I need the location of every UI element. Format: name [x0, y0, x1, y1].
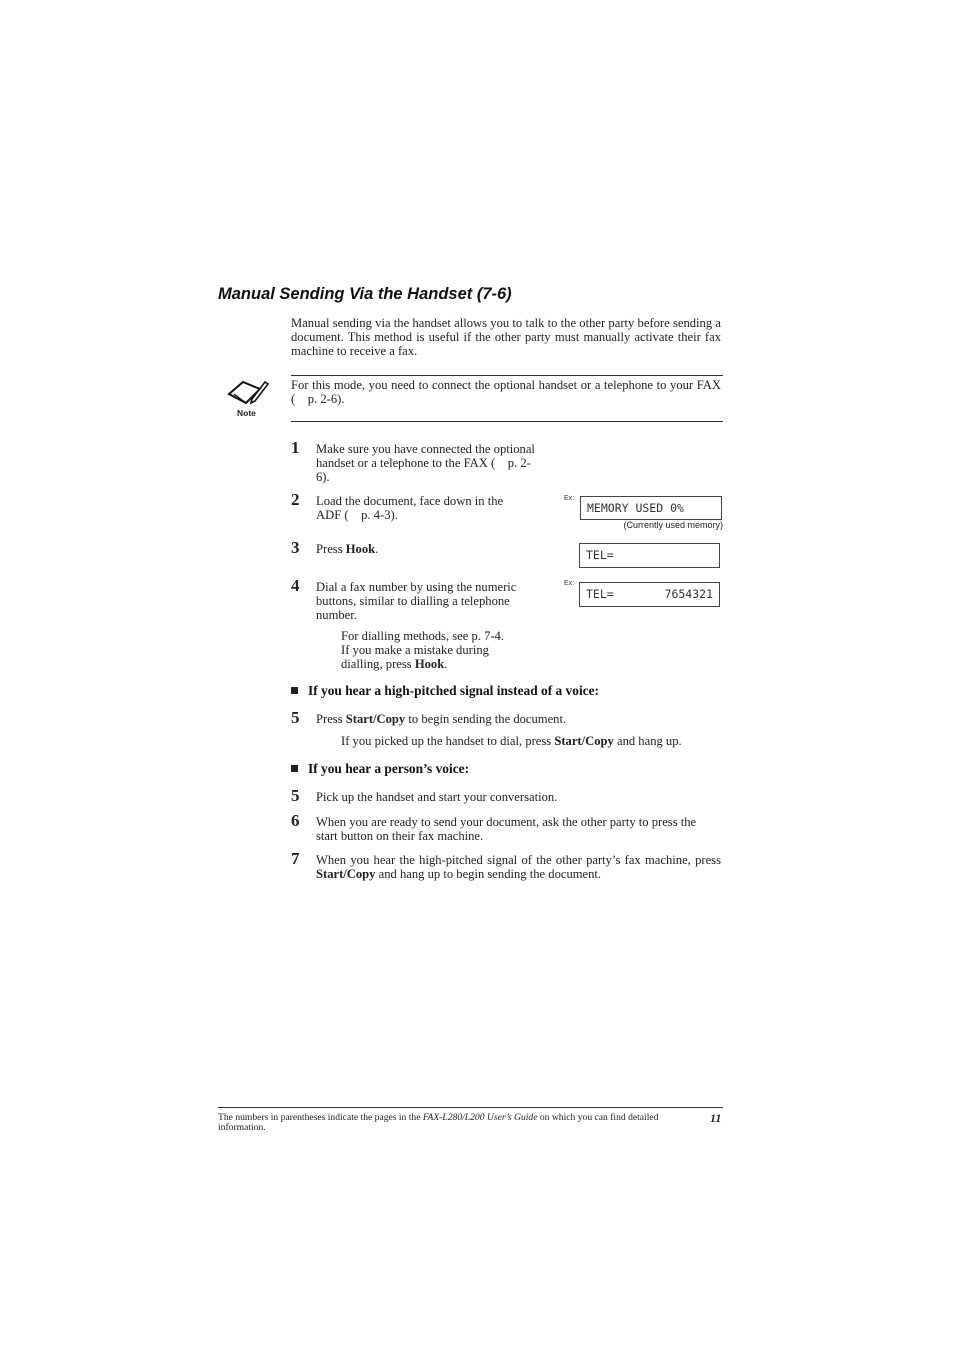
- lcd-caption: (Currently used memory): [623, 520, 723, 530]
- step-number: 6: [291, 811, 300, 830]
- note-icon: [226, 379, 270, 421]
- lcd-display: TEL= 7654321: [579, 582, 720, 607]
- step-sub-note: If you picked up the handset to dial, press Start/Copy and hang up.: [341, 734, 682, 748]
- step-number: 2: [291, 490, 300, 509]
- intro-paragraph: Manual sending via the handset allows you to talk to the other party before sending a document. This method is useful if the other party must manually activate their fax machine to receive a fax.: [291, 316, 721, 358]
- step-text: When you are ready to send your document, ask the other party to press the start button on their fax machine.: [316, 815, 697, 843]
- step-text: Press Hook.: [316, 542, 379, 556]
- lcd-display: TEL=: [579, 543, 720, 568]
- step-text: Pick up the handset and start your conversation.: [316, 790, 558, 804]
- step-text: When you hear the high-pitched signal of the other party’s fax machine, press Start/Copy and hang up to begin sending the document.: [316, 853, 721, 881]
- step-sub-note: For dialling methods, see p. 7-4. If you make a mistake during dialling, press Hook.: [341, 629, 504, 671]
- step-text: Dial a fax number by using the numeric buttons, similar to dialling a telephone number.: [316, 580, 517, 622]
- page-number: 11: [710, 1111, 722, 1125]
- step-number: 5: [291, 708, 300, 727]
- example-label: Ex:: [564, 580, 575, 587]
- step-number: 5: [291, 786, 300, 805]
- section-heading: If you hear a person’s voice:: [291, 761, 469, 777]
- footer-text: The numbers in parentheses indicate the pages in the FAX-L280/L200 User’s Guide on which you can find detailed information.: [218, 1112, 659, 1133]
- step-text: Load the document, face down in the ADF ( p. 4-3).: [316, 494, 504, 522]
- step-text: Press Start/Copy to begin sending the document.: [316, 712, 567, 726]
- example-label: Ex:: [564, 495, 575, 502]
- note-text: For this mode, you need to connect the optional handset or a telephone to your FAX ( p. 2-6).: [291, 378, 721, 406]
- square-bullet-icon: [291, 765, 298, 772]
- lcd-display: MEMORY USED 0%: [580, 496, 722, 520]
- note-top-rule: [291, 375, 723, 376]
- section-heading: If you hear a high-pitched signal instead of a voice:: [291, 683, 599, 699]
- step-number: 1: [291, 438, 300, 457]
- note-bottom-rule: [291, 421, 723, 422]
- step-number: 4: [291, 576, 300, 595]
- footer-rule: [218, 1107, 723, 1108]
- step-number: 3: [291, 538, 300, 557]
- step-number: 7: [291, 849, 300, 868]
- note-label: Note: [237, 408, 256, 418]
- step-text: Make sure you have connected the optional handset or a telephone to the FAX ( p. 2-6).: [316, 442, 535, 484]
- square-bullet-icon: [291, 687, 298, 694]
- page-title: Manual Sending Via the Handset (7-6): [218, 285, 512, 303]
